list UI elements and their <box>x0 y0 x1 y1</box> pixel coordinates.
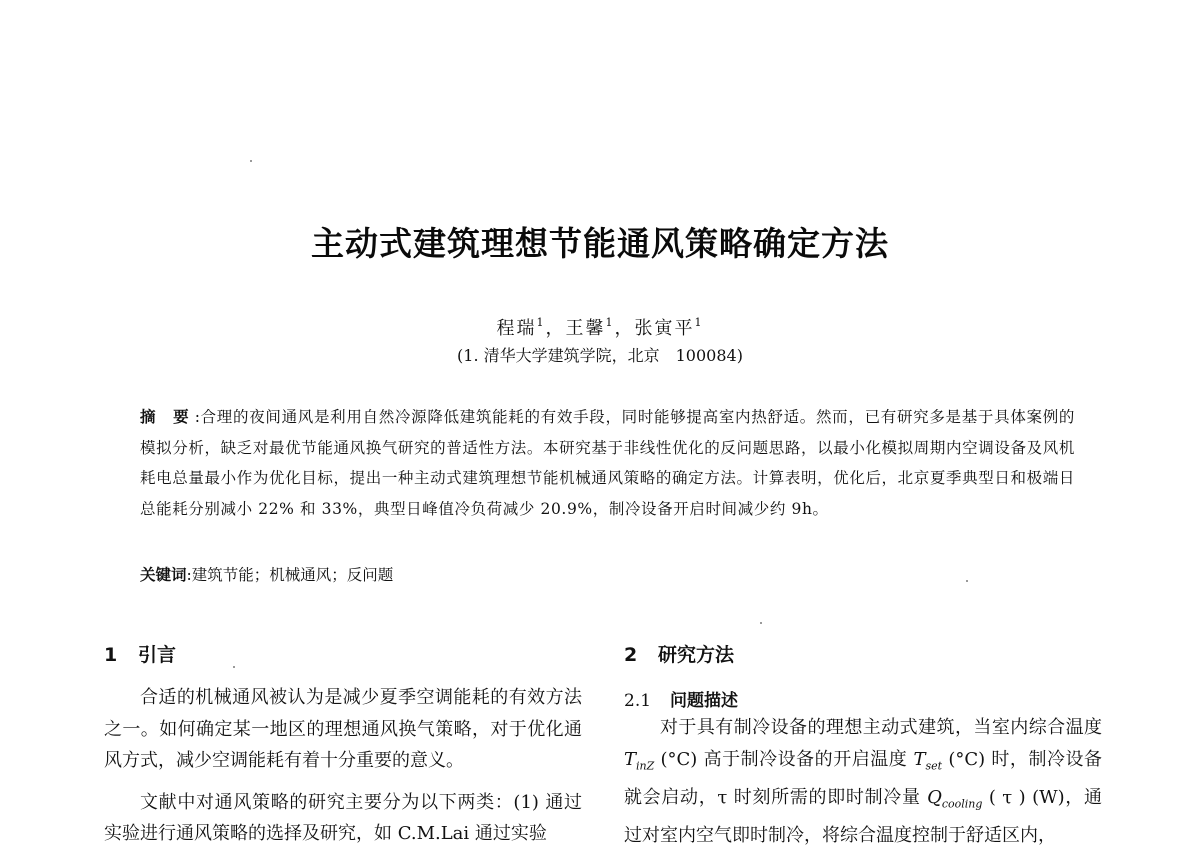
section-heading-introduction <box>104 640 176 667</box>
keywords-colon: : <box>186 566 192 584</box>
author-name: 程瑞 <box>496 318 537 339</box>
symbol: T <box>913 748 926 770</box>
keywords-label: 关键词 <box>140 566 187 584</box>
right-column-text <box>624 712 1102 851</box>
scan-speck <box>966 580 968 582</box>
text-run: 对于具有制冷设备的理想主动式建筑，当室内综合温度 <box>660 717 1102 738</box>
symbol-q-cooling <box>927 786 983 811</box>
keywords <box>140 563 393 585</box>
left-column-text <box>104 682 582 850</box>
symbol-subscript: inZ <box>636 759 655 773</box>
abstract-colon: : <box>194 408 201 426</box>
symbol-subscript: set <box>925 759 943 773</box>
subsection-title: 问题描述 <box>670 691 738 711</box>
symbol: Q <box>927 786 942 808</box>
symbol-subscript: cooling <box>941 797 983 811</box>
paragraph <box>624 712 1102 851</box>
symbol-t-set <box>913 748 943 773</box>
author-affiliation-mark: 1 <box>694 316 704 329</box>
author-separator: ， <box>545 318 566 339</box>
scan-speck <box>233 666 235 668</box>
author-affiliation-mark: 1 <box>536 316 546 329</box>
abstract-label: 摘 要 <box>140 408 195 426</box>
text-run: (°C) 高于制冷设备的开启温度 <box>654 748 914 770</box>
scan-speck <box>760 622 762 624</box>
paragraph: 合适的机械通风被认为是减少夏季空调能耗的有效方法之一。如何确定某一地区的理想通风换气策略，对于优化通风方式，减少空调能耗有着十分重要的意义。 <box>104 687 582 771</box>
text-run: (°C) 时，制冷设备就会启动，τ 时刻所需的即时制冷量 <box>624 748 1102 808</box>
section-title: 研究方法 <box>658 644 735 666</box>
paper-title: 主动式建筑理想节能通风策略确定方法 <box>311 224 889 263</box>
author-separator: ， <box>614 318 635 339</box>
keywords-text: 建筑节能；机械通风；反问题 <box>191 566 394 584</box>
text-run: ( τ ) (W)，通过对室内空气即时制冷，将综合温度控制于舒适区内， <box>624 786 1102 846</box>
section-title: 引言 <box>138 644 177 666</box>
section-number: 2 <box>624 644 638 666</box>
section-number: 1 <box>104 644 118 666</box>
author-name: 王馨 <box>565 318 606 339</box>
subsection-heading-problem <box>624 686 738 711</box>
symbol: T <box>624 748 637 770</box>
symbol-t-inz <box>624 748 655 773</box>
author-affiliation-mark: 1 <box>605 316 615 329</box>
scan-speck <box>250 160 252 162</box>
author-name: 张寅平 <box>634 318 695 339</box>
abstract <box>140 402 1075 524</box>
author-list <box>0 314 1200 340</box>
paragraph: 文献中对通风策略的研究主要分为以下两类：(1) 通过实验进行通风策略的选择及研究，如 C.M.Lai 通过实验 <box>104 791 582 844</box>
subsection-number: 2.1 <box>624 691 652 711</box>
author-affiliation: (1. 清华大学建筑学院，北京 100084) <box>457 346 743 365</box>
abstract-text: 合理的夜间通风是利用自然冷源降低建筑能耗的有效手段，同时能够提高室内热舒适。然而，已有研究多是基于具体案例的模拟分析，缺乏对最优节能通风换气研究的普适性方法。本研究基于非线性优化的反问题思路，以最小化模拟周期内空调设备及风机耗电总量最小作为优化目标，提出一种主动式建筑理想节能机械通风策略的确定方法。计算表明，优化后，北京夏季典型日和极端日总能耗分别减小 22% 和 33%，典型日峰值冷负荷减少 20.9%，制冷设备开启时间减少约 9h。 <box>140 408 1075 518</box>
section-heading-methods <box>624 640 734 667</box>
